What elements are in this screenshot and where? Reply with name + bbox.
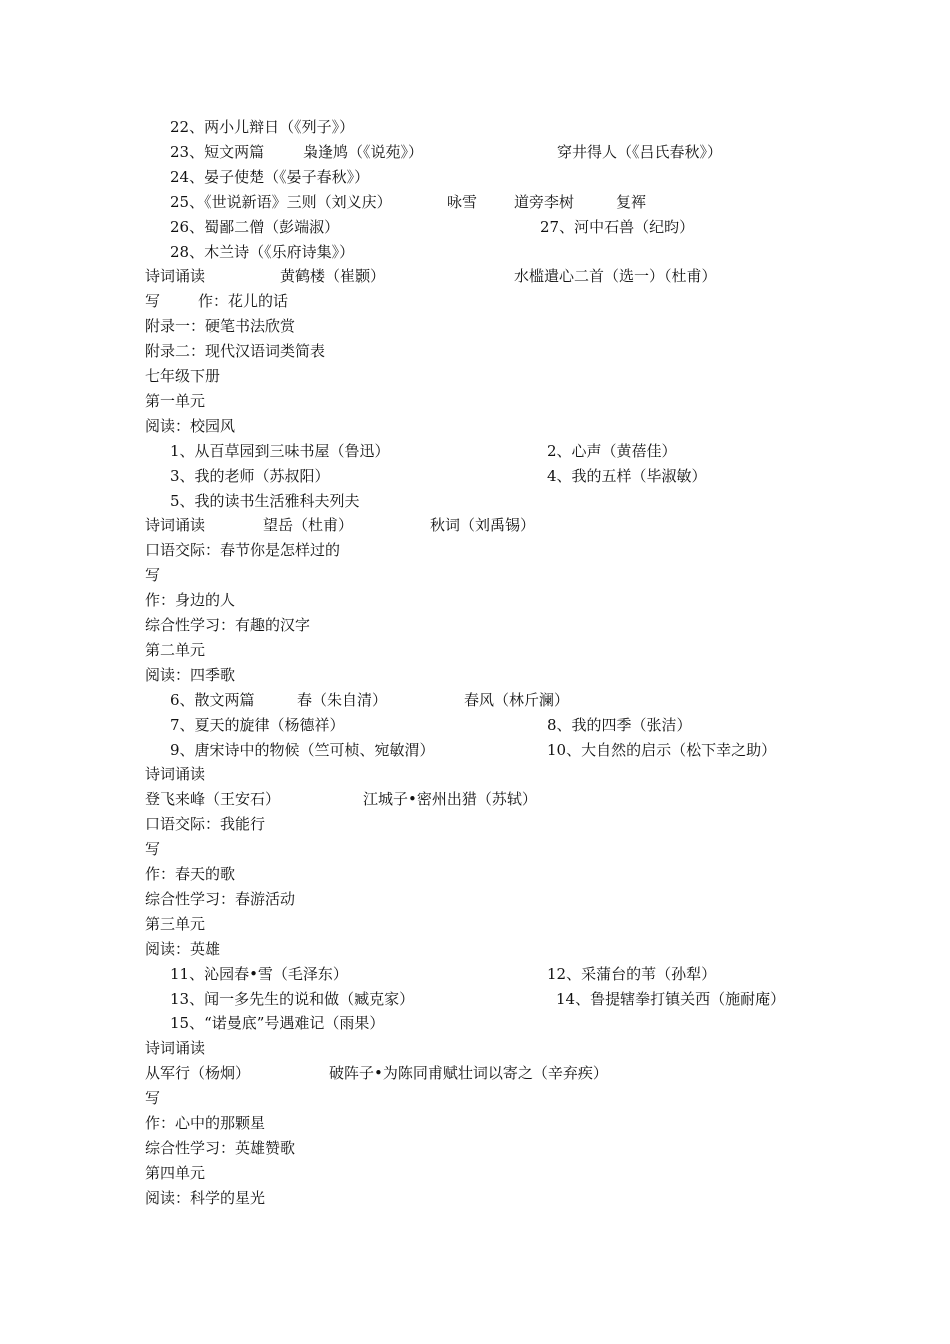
text-line	[0, 389, 950, 414]
text-segment: 春风（林斤澜）	[464, 690, 570, 709]
text-line	[0, 538, 950, 563]
text-segment: 破阵子•为陈同甫赋壮词以寄之（辛弃疾）	[329, 1064, 608, 1083]
text-segment: 道旁李树	[514, 192, 575, 211]
text-line	[0, 887, 950, 912]
text-segment: 秋词（刘禹锡）	[430, 516, 536, 535]
text-segment: 26、蜀鄙二僧（彭端淑）	[170, 217, 340, 236]
text-segment: 登飞来峰（王安石）	[145, 790, 281, 809]
text-line	[0, 912, 950, 937]
text-line	[0, 962, 950, 987]
text-segment: 第四单元	[145, 1163, 206, 1182]
text-segment: 诗词诵读	[145, 516, 206, 535]
text-segment: 作：身边的人	[145, 591, 236, 610]
text-segment: 10、大自然的启示（松下幸之助）	[547, 740, 777, 759]
text-segment: 作：花儿的话	[198, 292, 289, 311]
text-segment: 3、我的老师（苏叔阳）	[170, 466, 330, 485]
text-line	[0, 339, 950, 364]
text-line	[0, 1186, 950, 1211]
text-segment: 阅读：校园风	[145, 416, 236, 435]
text-segment: 诗词诵读	[145, 267, 206, 286]
text-segment: 阅读：英雄	[145, 939, 221, 958]
text-segment: 11、沁园春•雪（毛泽东）	[170, 964, 348, 983]
text-line	[0, 1011, 950, 1036]
text-segment: 写	[145, 1089, 161, 1108]
text-segment: 枭逢鸠（《说苑》）	[303, 142, 424, 161]
text-segment: 15、“诺曼底”号遇难记（雨果）	[170, 1014, 385, 1033]
text-line	[0, 513, 950, 538]
text-line	[0, 663, 950, 688]
text-line	[0, 937, 950, 962]
text-segment: 口语交际：春节你是怎样过的	[145, 541, 341, 560]
text-segment: 诗词诵读	[145, 1039, 206, 1058]
text-line	[0, 1061, 950, 1086]
text-segment: 第二单元	[145, 640, 206, 659]
text-segment: 春（朱自清）	[297, 690, 388, 709]
text-line	[0, 489, 950, 514]
text-line	[0, 588, 950, 613]
text-segment: 9、唐宋诗中的物候（竺可桢、宛敏渭）	[170, 740, 435, 759]
text-line	[0, 165, 950, 190]
text-line	[0, 862, 950, 887]
text-line	[0, 115, 950, 140]
text-segment: 28、木兰诗（《乐府诗集》）	[170, 242, 355, 261]
text-line	[0, 289, 950, 314]
text-segment: 附录二：现代汉语词类简表	[145, 342, 326, 361]
text-line	[0, 738, 950, 763]
text-segment: 写	[145, 292, 161, 311]
text-segment: 附录一：硬笔书法欣赏	[145, 317, 296, 336]
text-segment: 写	[145, 840, 161, 859]
text-segment: 第一单元	[145, 391, 206, 410]
text-line	[0, 688, 950, 713]
text-segment: 23、短文两篇	[170, 142, 265, 161]
text-segment: 综合性学习：英雄赞歌	[145, 1138, 296, 1157]
text-line	[0, 439, 950, 464]
text-line	[0, 190, 950, 215]
text-segment: 2、心声（黄蓓佳）	[547, 441, 677, 460]
text-segment: 七年级下册	[145, 367, 221, 385]
text-line	[0, 812, 950, 837]
text-segment: 6、散文两篇	[170, 690, 255, 709]
text-segment: 24、晏子使楚（《晏子春秋》）	[170, 167, 370, 186]
text-segment: 作：春天的歌	[145, 865, 236, 883]
text-segment: 13、闻一多先生的说和做（臧克家）	[170, 989, 415, 1008]
text-line	[0, 414, 950, 439]
text-segment: 复裈	[616, 192, 647, 211]
text-line	[0, 837, 950, 862]
text-segment: 穿井得人（《吕氏春秋》）	[557, 142, 723, 161]
text-line	[0, 1136, 950, 1161]
text-line	[0, 762, 950, 787]
text-segment: 综合性学习：春游活动	[145, 889, 296, 908]
text-segment: 综合性学习：有趣的汉字	[145, 616, 311, 634]
text-line	[0, 1036, 950, 1061]
text-line	[0, 613, 950, 638]
text-line	[0, 240, 950, 265]
text-line	[0, 464, 950, 489]
text-segment: 黄鹤楼（崔颢）	[280, 267, 386, 286]
text-segment: 4、我的五样（毕淑敏）	[547, 466, 707, 485]
text-segment: 阅读：科学的星光	[145, 1188, 266, 1207]
text-segment: 25、《世说新语》三则（刘义庆）	[170, 192, 392, 211]
text-segment: 8、我的四季（张洁）	[547, 715, 692, 734]
text-segment: 12、采蒲台的苇（孙犁）	[547, 964, 717, 983]
text-segment: 咏雪	[447, 192, 478, 211]
text-segment: 5、我的读书生活雅科夫列夫	[170, 491, 360, 510]
text-segment: 22、两小儿辩日（《列子》）	[170, 118, 355, 136]
text-segment: 作：心中的那颗星	[145, 1114, 266, 1132]
text-segment: 望岳（杜甫）	[263, 516, 354, 535]
text-segment: 第三单元	[145, 914, 206, 933]
text-segment: 江城子•密州出猎（苏轼）	[363, 790, 537, 809]
text-segment: 27、河中石兽（纪昀）	[540, 217, 695, 236]
text-segment: 从军行（杨炯）	[145, 1064, 251, 1083]
text-line	[0, 713, 950, 738]
text-line	[0, 364, 950, 389]
text-line	[0, 215, 950, 240]
text-line	[0, 314, 950, 339]
text-segment: 水槛遣心二首（选一）（杜甫）	[514, 267, 717, 286]
text-segment: 1、从百草园到三味书屋（鲁迅）	[170, 441, 390, 460]
text-line	[0, 563, 950, 588]
text-line	[0, 987, 950, 1012]
text-segment: 诗词诵读	[145, 765, 206, 784]
text-segment: 写	[145, 566, 161, 585]
text-line	[0, 787, 950, 812]
text-segment: 口语交际：我能行	[145, 815, 266, 834]
text-line	[0, 1111, 950, 1136]
text-line	[0, 638, 950, 663]
text-line	[0, 140, 950, 165]
text-segment: 7、夏天的旋律（杨德祥）	[170, 715, 345, 734]
text-segment: 阅读：四季歌	[145, 665, 236, 684]
text-segment: 14、鲁提辖拳打镇关西（施耐庵）	[556, 989, 786, 1008]
text-line	[0, 1086, 950, 1111]
text-line	[0, 264, 950, 289]
text-line	[0, 1161, 950, 1186]
